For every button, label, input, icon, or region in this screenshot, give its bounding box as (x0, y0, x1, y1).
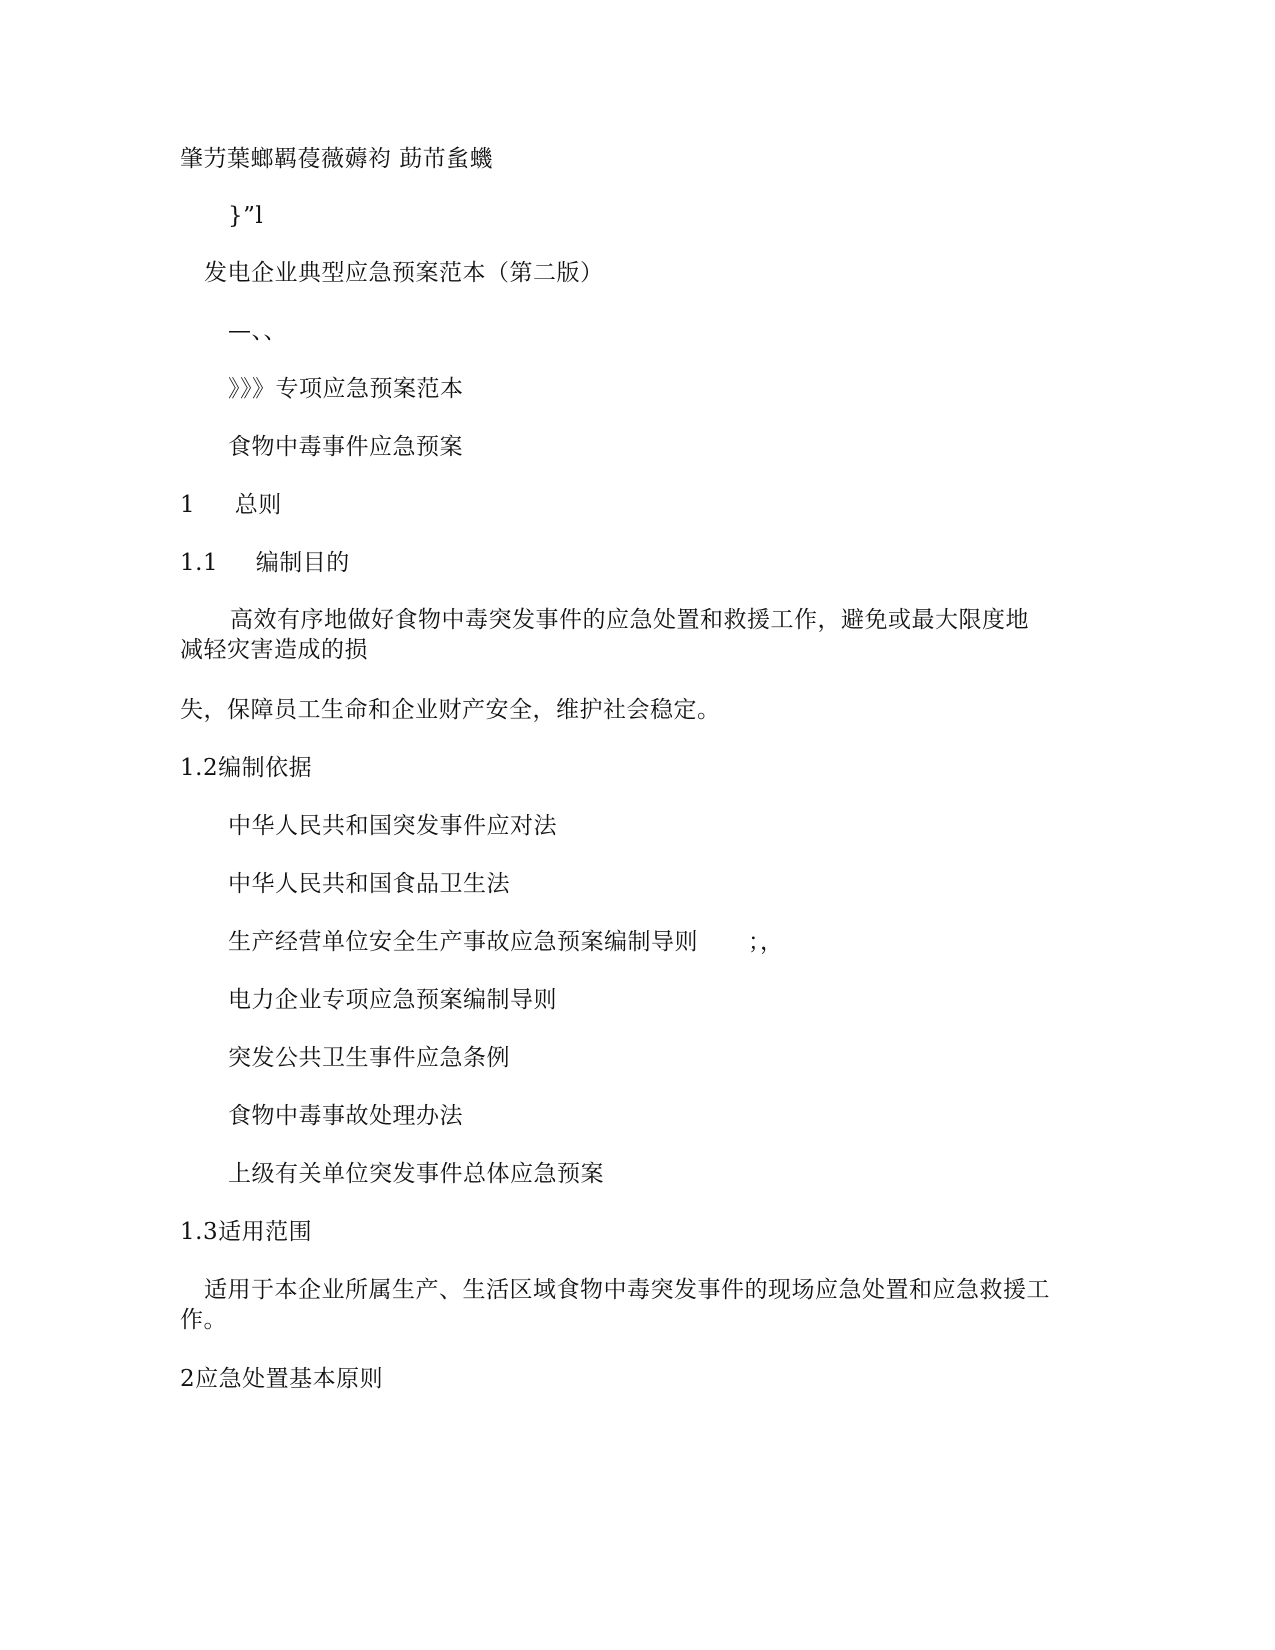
heading-1-text: 总则 (234, 492, 282, 518)
basis-item-7: 上级有关单位突发事件总体应急预案 (228, 1161, 604, 1187)
purpose-paragraph-2: 失，保障员工生命和企业财产安全，维护社会稳定。 (180, 697, 721, 723)
heading-1-3: 1.3适用范围 (180, 1219, 313, 1245)
document-title: 发电企业典型应急预案范本（第二版） (204, 260, 604, 286)
basis-item-2: 中华人民共和国食品卫生法 (228, 871, 510, 897)
scope-paragraph: 适用于本企业所属生产、生活区域食物中毒突发事件的现场应急处置和应急救援工作。 (180, 1277, 1050, 1333)
heading-1-1 (180, 548, 350, 578)
basis-item-4: 电力企业专项应急预案编制导则 (228, 987, 557, 1013)
heading-2: 2应急处置基本原则 (180, 1366, 384, 1392)
heading-1-1-text: 编制目的 (255, 550, 350, 576)
heading-1-1-number: 1.1 (180, 550, 219, 576)
symbol-line: }”l (228, 203, 264, 229)
plan-title: 食物中毒事件应急预案 (228, 434, 463, 460)
heading-1 (180, 490, 282, 520)
basis-item-5: 突发公共卫生事件应急条例 (228, 1045, 510, 1071)
basis-item-3: 生产经营单位安全生产事故应急预案编制导则 (228, 929, 698, 955)
garbled-header-line: 肇芀葉螂羁葠薇薅袀 莇芇蚃蟣 (180, 146, 494, 172)
dash-line: —、、 (228, 318, 287, 344)
heading-1-number: 1 (180, 492, 196, 518)
basis-item-3-tail: ；， (748, 929, 784, 955)
purpose-paragraph-1: 高效有序地做好食物中毒突发事件的应急处置和救援工作，避免或最大限度地减轻灾害造成的损 (180, 607, 1029, 663)
basis-item-1: 中华人民共和国突发事件应对法 (228, 813, 557, 839)
section-heading: 》》》专项应急预案范本 (228, 376, 464, 402)
basis-item-6: 食物中毒事故处理办法 (228, 1103, 463, 1129)
heading-1-2: 1.2编制依据 (180, 755, 313, 781)
